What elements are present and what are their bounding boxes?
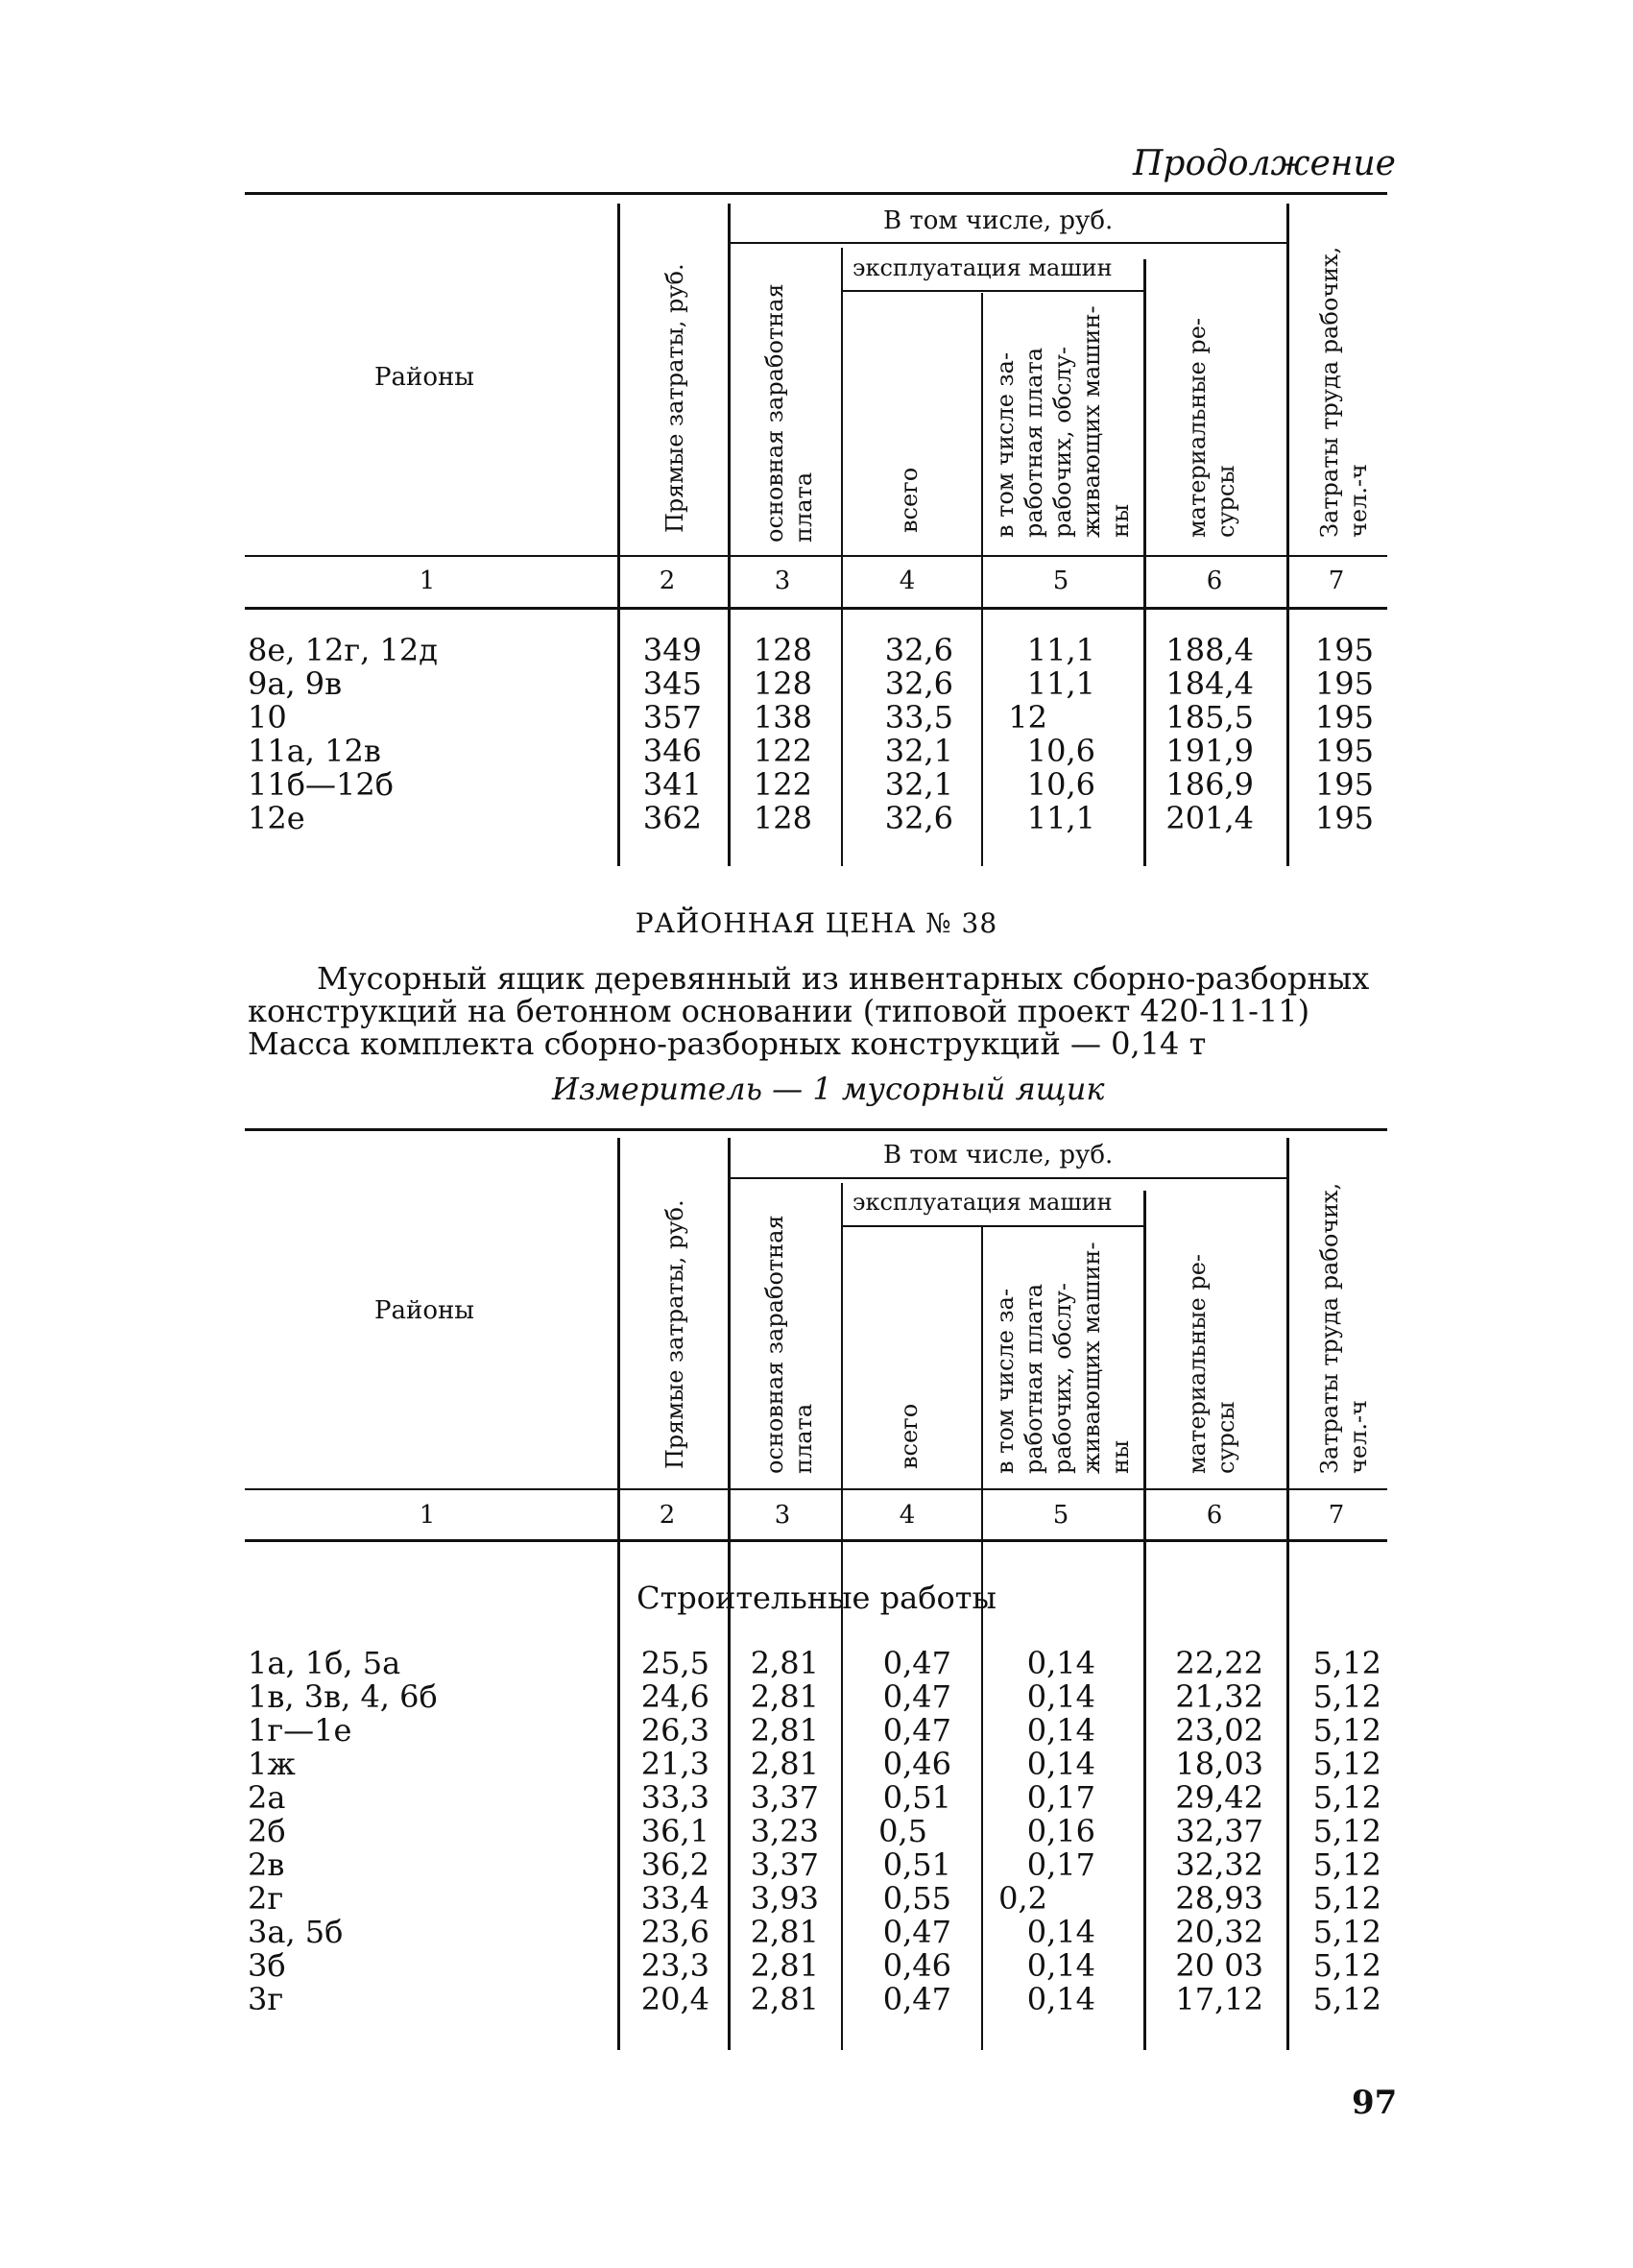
col-number: 3 — [774, 1501, 791, 1530]
col-number: 5 — [1052, 1501, 1069, 1530]
col-number: 1 — [419, 1501, 436, 1530]
col-number: 7 — [1328, 1501, 1345, 1530]
header-labor: Затраты труда рабочих, чел.-ч — [1316, 246, 1372, 538]
col-number: 4 — [899, 1501, 916, 1530]
continuation-label: Продолжение — [1133, 144, 1396, 183]
header-total: всего — [896, 467, 923, 533]
header-materials: материальные ре- сурсы — [1184, 1253, 1239, 1474]
col-number: 7 — [1328, 567, 1345, 595]
col-number: 5 — [1052, 567, 1069, 595]
description-line-1: Мусорный ящик деревянный из инвентарных сборно-разборных — [317, 960, 1370, 997]
header-materials: материальные ре- сурсы — [1184, 317, 1239, 538]
header-districts: Районы — [374, 1296, 474, 1325]
header-base-salary: основная заработная плата — [761, 283, 817, 543]
header-machine-salary: в том числе за- работная плата рабочих, обслу- живающих машин- ны — [992, 305, 1134, 538]
col-number: 1 — [419, 567, 436, 595]
header-total: всего — [896, 1403, 923, 1469]
header-direct-costs: Прямые затраты, руб. — [661, 263, 688, 533]
col-number: 2 — [659, 567, 676, 595]
col-number: 3 — [774, 567, 791, 595]
page-number: 97 — [1352, 2084, 1398, 2122]
col-number: 6 — [1206, 1501, 1223, 1530]
col-number: 6 — [1206, 567, 1223, 595]
col-number: 2 — [659, 1501, 676, 1530]
header-labor: Затраты труда рабочих, чел.-ч — [1316, 1182, 1372, 1474]
measure-label: Измеритель — 1 мусорный ящик — [552, 1071, 1105, 1107]
header-base-salary: основная заработная плата — [761, 1215, 817, 1474]
description-line-3: Масса комплекта сборно-разборных конструкций — 0,14 т — [248, 1025, 1207, 1062]
header-including: В том числе, руб. — [883, 1141, 1114, 1170]
price-title: РАЙОННАЯ ЦЕНА № 38 — [635, 907, 998, 939]
col-number: 4 — [899, 567, 916, 595]
section-title: Строительные работы — [636, 1580, 997, 1616]
header-direct-costs: Прямые затраты, руб. — [661, 1199, 688, 1469]
header-including: В том числе, руб. — [883, 206, 1114, 235]
header-machines: эксплуатация машин — [853, 1189, 1113, 1216]
header-machines: эксплуатация машин — [853, 254, 1113, 281]
header-machine-salary: в том числе за- работная плата рабочих, обслу- живающих машин- ны — [992, 1242, 1134, 1474]
header-districts: Районы — [374, 363, 474, 392]
description-line-2: конструкций на бетонном основании (типовой проект 420-11-11) — [248, 993, 1310, 1029]
